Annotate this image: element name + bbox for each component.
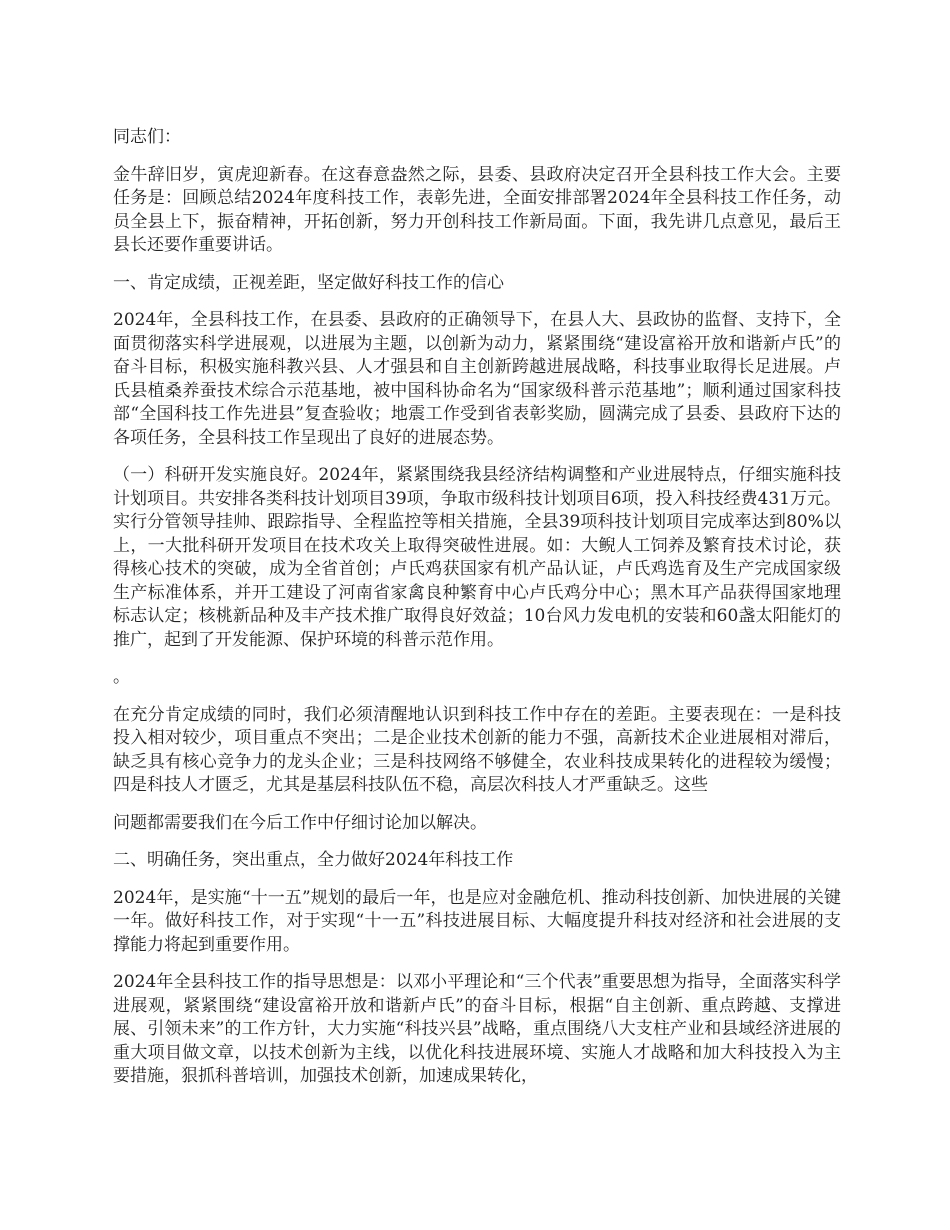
paragraph-research: （一）科研开发实施良好。2024年，紧紧围绕我县经济结构调整和产业进展特点，仔细实施科技计划项目。共安排各类科技计划项目39项，争取市级科技计划项目6项，投入科技经费431万元。实行分管领导挂帅、跟踪指导、全程监控等相关措施，全县39项科技计划项目完成率达到80%以上，一大批科研开发项目在技术攻关上取得突破性进展。如：大鲵人工饲养及繁育技术讨论，获得核心技术的突破，成为全省首创；卢氏鸡获国家有机产品认证，卢氏鸡选育及生产完成国家级生产标准体系，并开工建设了河南省家禽良种繁育中心卢氏鸡分中心；黑木耳产品获得国家地理标志认定；核桃新品种及丰产技术推广取得良好效益；10台风力发电机的安装和60盏太阳能灯的推广，起到了开发能源、保护环境的科普示范作用。 [113,465,841,650]
paragraph-achievements: 2024年，全县科技工作，在县委、县政府的正确领导下，在县人大、县政协的监督、支持下，全面贯彻落实科学进展观，以进展为主题，以创新为动力，紧紧围绕“建设富裕开放和谐新卢氏”的奋斗目标，积极实施科教兴县、人才强县和自主创新跨越进展战略，科技事业取得长足进展。卢氏县植桑养蚕技术综合示范基地，被中国科协命名为“国家级科普示范基地”；顺利通过国家科技部“全国科技工作先进县”复查验收；地震工作受到省表彰奖励，圆满完成了县委、县政府下达的各项任务，全县科技工作呈现出了良好的进展态势。 [113,310,841,448]
paragraph-gaps: 在充分肯定成绩的同时，我们必须清醒地认识到科技工作中存在的差距。主要表现在：一是科技投入相对较少，项目重点不突出；二是企业技术创新的能力不强，高新技术企业进展相对滞后，缺乏具有核心竞争力的龙头企业；三是科技网络不够健全，农业科技成果转化的进程较为缓慢；四是科技人才匮乏，尤其是基层科技队伍不稳，高层次科技人才严重缺乏。这些 [113,704,841,795]
opening-paragraph: 金牛辞旧岁，寅虎迎新春。在这春意盎然之际，县委、县政府决定召开全县科技工作大会。主要任务是：回顾总结2024年度科技工作，表彰先进，全面安排部署2024年全县科技工作任务，动员全县上下，振奋精神，开拓创新，努力开创科技工作新局面。下面，我先讲几点意见，最后王县长还要作重要讲话。 [113,164,841,255]
section-heading-2: 二、明确任务，突出重点，全力做好2024年科技工作 [113,850,514,870]
paragraph-key-year: 2024年，是实施“十一五”规划的最后一年，也是应对金融危机、推动科技创新、加快进展的关键一年。做好科技工作，对于实现“十一五”科技进展目标、大幅度提升科技对经济和社会进展的支撑能力将起到重要作用。 [113,887,841,955]
salutation: 同志们： [113,127,181,147]
paragraph-guiding-thought: 2024年全县科技工作的指导思想是：以邓小平理论和“三个代表”重要思想为指导，全面落实科学进展观，紧紧围绕“建设富裕开放和谐新卢氏”的奋斗目标，根据“自主创新、重点跨越、支撑进展、引领未来”的工作方针，大力实施“科技兴县”战略，重点围绕八大支柱产业和县域经济进展的重大项目做文章，以技术创新为主线，以优化科技进展环境、实施人才战略和加大科技投入为主要措施，狠抓科普培训，加强技术创新，加速成果转化， [113,972,841,1086]
document-body [113,126,841,1103]
paragraph-gaps-continued: 问题都需要我们在今后工作中仔细讨论加以解决。 [113,812,487,833]
section-heading-1: 一、肯定成绩，正视差距，坚定做好科技工作的信心 [113,272,504,293]
paragraph-period: 。 [113,667,130,687]
